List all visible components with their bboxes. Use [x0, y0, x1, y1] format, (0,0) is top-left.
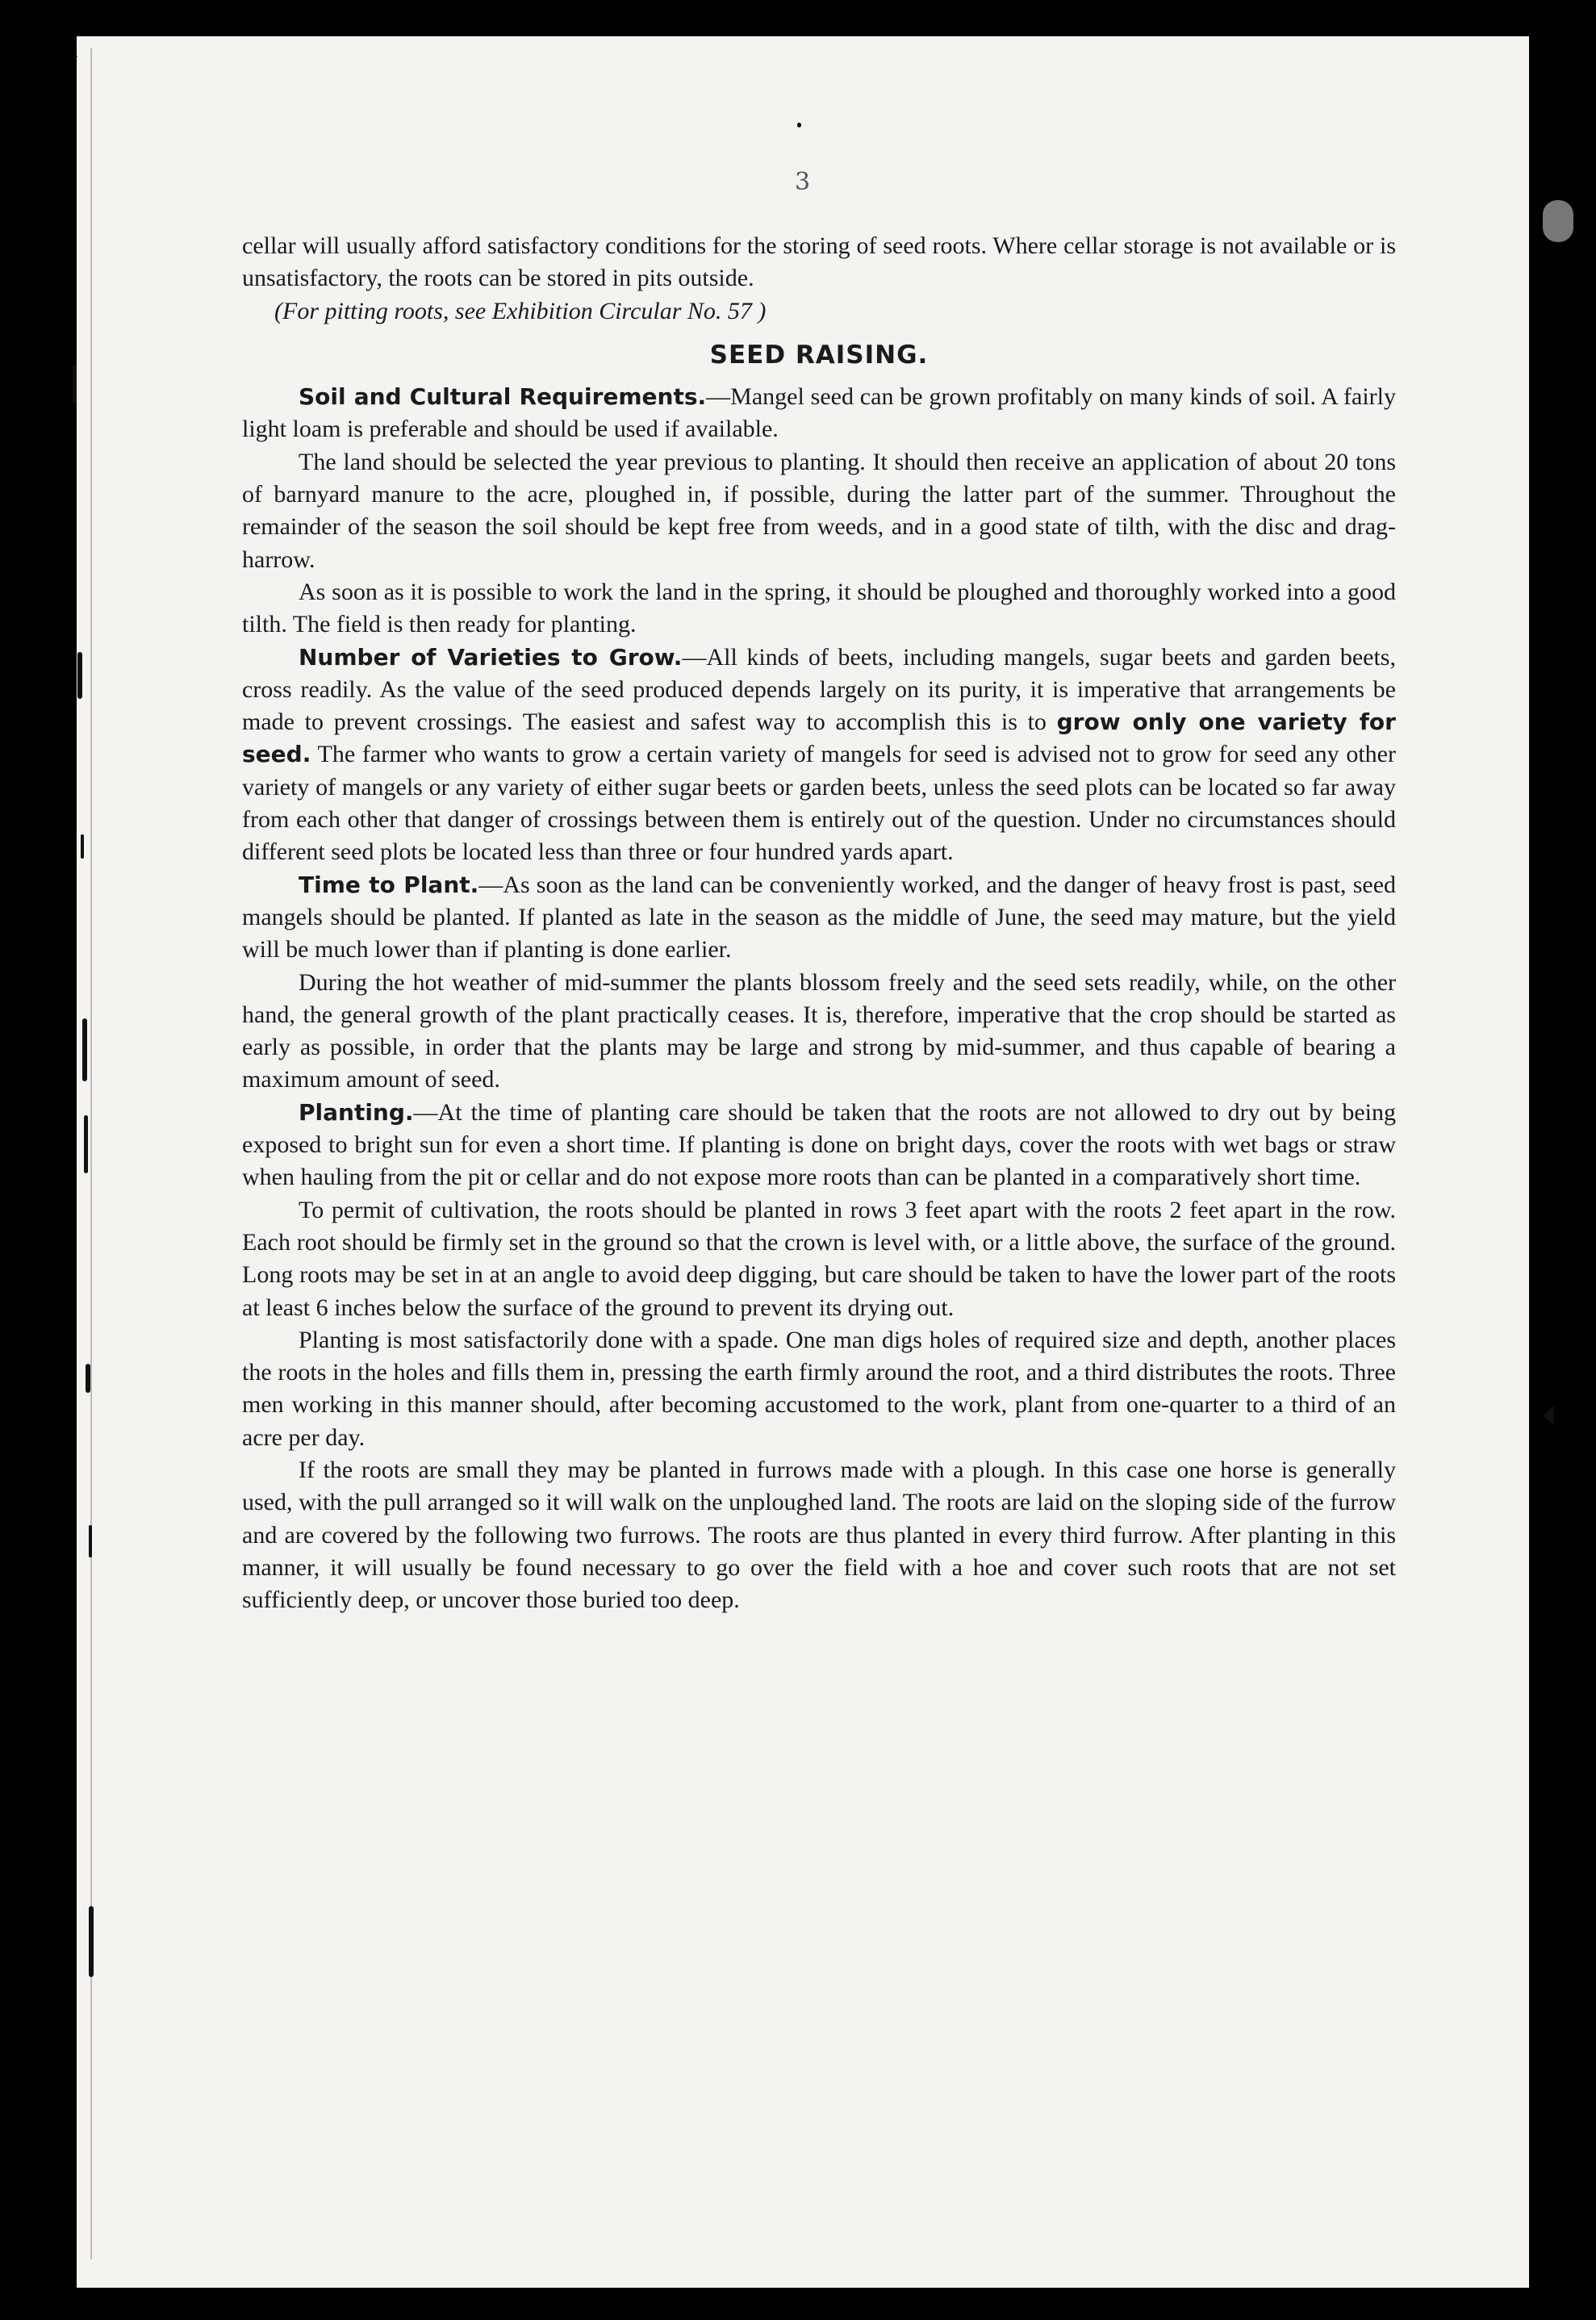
paragraph-furrows: If the roots are small they may be planted in furrows made with a plough. In this case one horse is generally used, with the pull arranged so it will walk on the unploughed land. The roots are laid on the sloping side of the furrow and are covered by the following two furrows. The roots are thus planted in every third furrow. After planting in this manner, it will usually be found necessary to go over the field with a hoe and cover such roots that are not set sufficiently deep, or uncover those buried too deep. — [242, 1456, 1396, 1614]
varieties-body-text: —All kinds of beets, including mangels, sugar beets and garden beets, cross readily. As the value of the seed produced depends largely on its purity, it is imperative that arrangements be made to prevent crossings. The easiest and safest way to accomplish this is to — [242, 643, 1396, 736]
paragraph-cellar-storage: cellar will usually afford satisfactory conditions for the storing of seed roots. Where cellar storage is not available or is unsatisfactory, the roots can be stored in pits outside. — [242, 232, 1396, 292]
margin-tick — [81, 834, 84, 859]
run-in-heading-planting: Planting. — [299, 1098, 414, 1126]
paragraph-hot-weather: During the hot weather of mid-summer the plants blossom freely and the seed sets readily, while, on the other hand, the general growth of the plant practically ceases. It is, therefore, imperative that the crop should be started as early as possible, in order that the plants may be large and strong by mid-summer, and thus capable of bearing a maximum amount of seed. — [242, 968, 1396, 1093]
margin-tick — [84, 1115, 88, 1173]
note-pitting-roots: (For pitting roots, see Exhibition Circular No. 57 ) — [274, 297, 767, 324]
margin-tick — [82, 1018, 87, 1081]
run-in-heading-time: Time to Plant. — [299, 871, 479, 898]
varieties-body-text-continued: The farmer who wants to grow a certain variety of mangels for seed is advised not to grow for seed any other variety of mangels or any variety of either sugar beets or garden beets, unless the seed plots can be located so far away from each other that danger of crossings between them is entirely out of the question. Under no circumstances should different seed plots be located less than three or four hundred yards apart. — [242, 741, 1396, 866]
paragraph-planting — [242, 1097, 1396, 1194]
right-edge-arrow-icon — [1543, 1406, 1554, 1425]
planting-body-text: —At the time of planting care should be taken that the roots are not allowed to dry out by being exposed to bright sun for even a short time. If planting is done on bright days, cover the roots with wet bags or straw when hauling from the pit or cellar and do not expose more roots than can be planted in a comparatively short time. — [242, 1098, 1396, 1191]
document-body — [242, 230, 1396, 1616]
soil-body-text: —Mangel seed can be grown profitably on many kinds of soil. A fairly light loam is preferable and should be used if available. — [242, 383, 1396, 443]
page-number: 3 — [795, 168, 811, 196]
paragraph-varieties — [242, 642, 1396, 869]
section-heading: SEED RAISING. — [709, 340, 929, 370]
margin-tick — [77, 652, 82, 699]
paragraph-spring: As soon as it is possible to work the land in the spring, it should be ploughed and thoroughly worked into a good tilth. The field is then ready for planting. — [242, 578, 1396, 638]
left-edge-arrow-icon — [66, 47, 77, 66]
margin-tick — [86, 1364, 90, 1393]
run-in-heading-varieties: Number of Varieties to Grow. — [299, 643, 683, 671]
margin-tick — [89, 1906, 94, 1977]
run-in-heading-soil: Soil and Cultural Requirements. — [299, 383, 707, 411]
paragraph-land: The land should be selected the year previous to planting. It should then receive an application of about 20 tons of barnyard manure to the acre, ploughed in, if possible, during the latter part of the summer. Throughout the remainder of the season the soil should be kept free from weeds, and in a good state of tilth, with the disc and drag-harrow. — [242, 448, 1396, 573]
varieties-emphasis: grow only one variety for seed. — [242, 709, 1396, 768]
speck — [797, 123, 801, 127]
paragraph-spade: Planting is most satisfactorily done with a spade. One man digs holes of required size and depth, another places the roots in the holes and fills them in, pressing the earth firmly around the root, and a third distributes the roots. Three men working in this manner should, after becoming accustomed to the work, plant from one-quarter to a third of an acre per day. — [242, 1326, 1396, 1451]
time-body-text: —As soon as the land can be conveniently worked, and the danger of heavy frost is past, seed mangels should be planted. If planted as late in the season as the middle of June, the seed may mature, but the yield will be much lower than if planting is done earlier. — [242, 871, 1397, 964]
paragraph-time-to-plant — [242, 869, 1396, 967]
margin-tick — [89, 1525, 92, 1557]
margin-tick — [73, 365, 77, 403]
paragraph-rows: To permit of cultivation, the roots should be planted in rows 3 feet apart with the roots 2 feet apart in the row. Each root should be firmly set in the ground so that the crown is level with, or a little above, the surface of the ground. Long roots may be set in at an angle to avoid deep digging, but care should be taken to have the lower part of the roots at least 6 inches below the surface of the ground to prevent its drying out. — [242, 1196, 1396, 1321]
paragraph-soil — [242, 381, 1396, 446]
ink-blot — [1543, 200, 1573, 242]
